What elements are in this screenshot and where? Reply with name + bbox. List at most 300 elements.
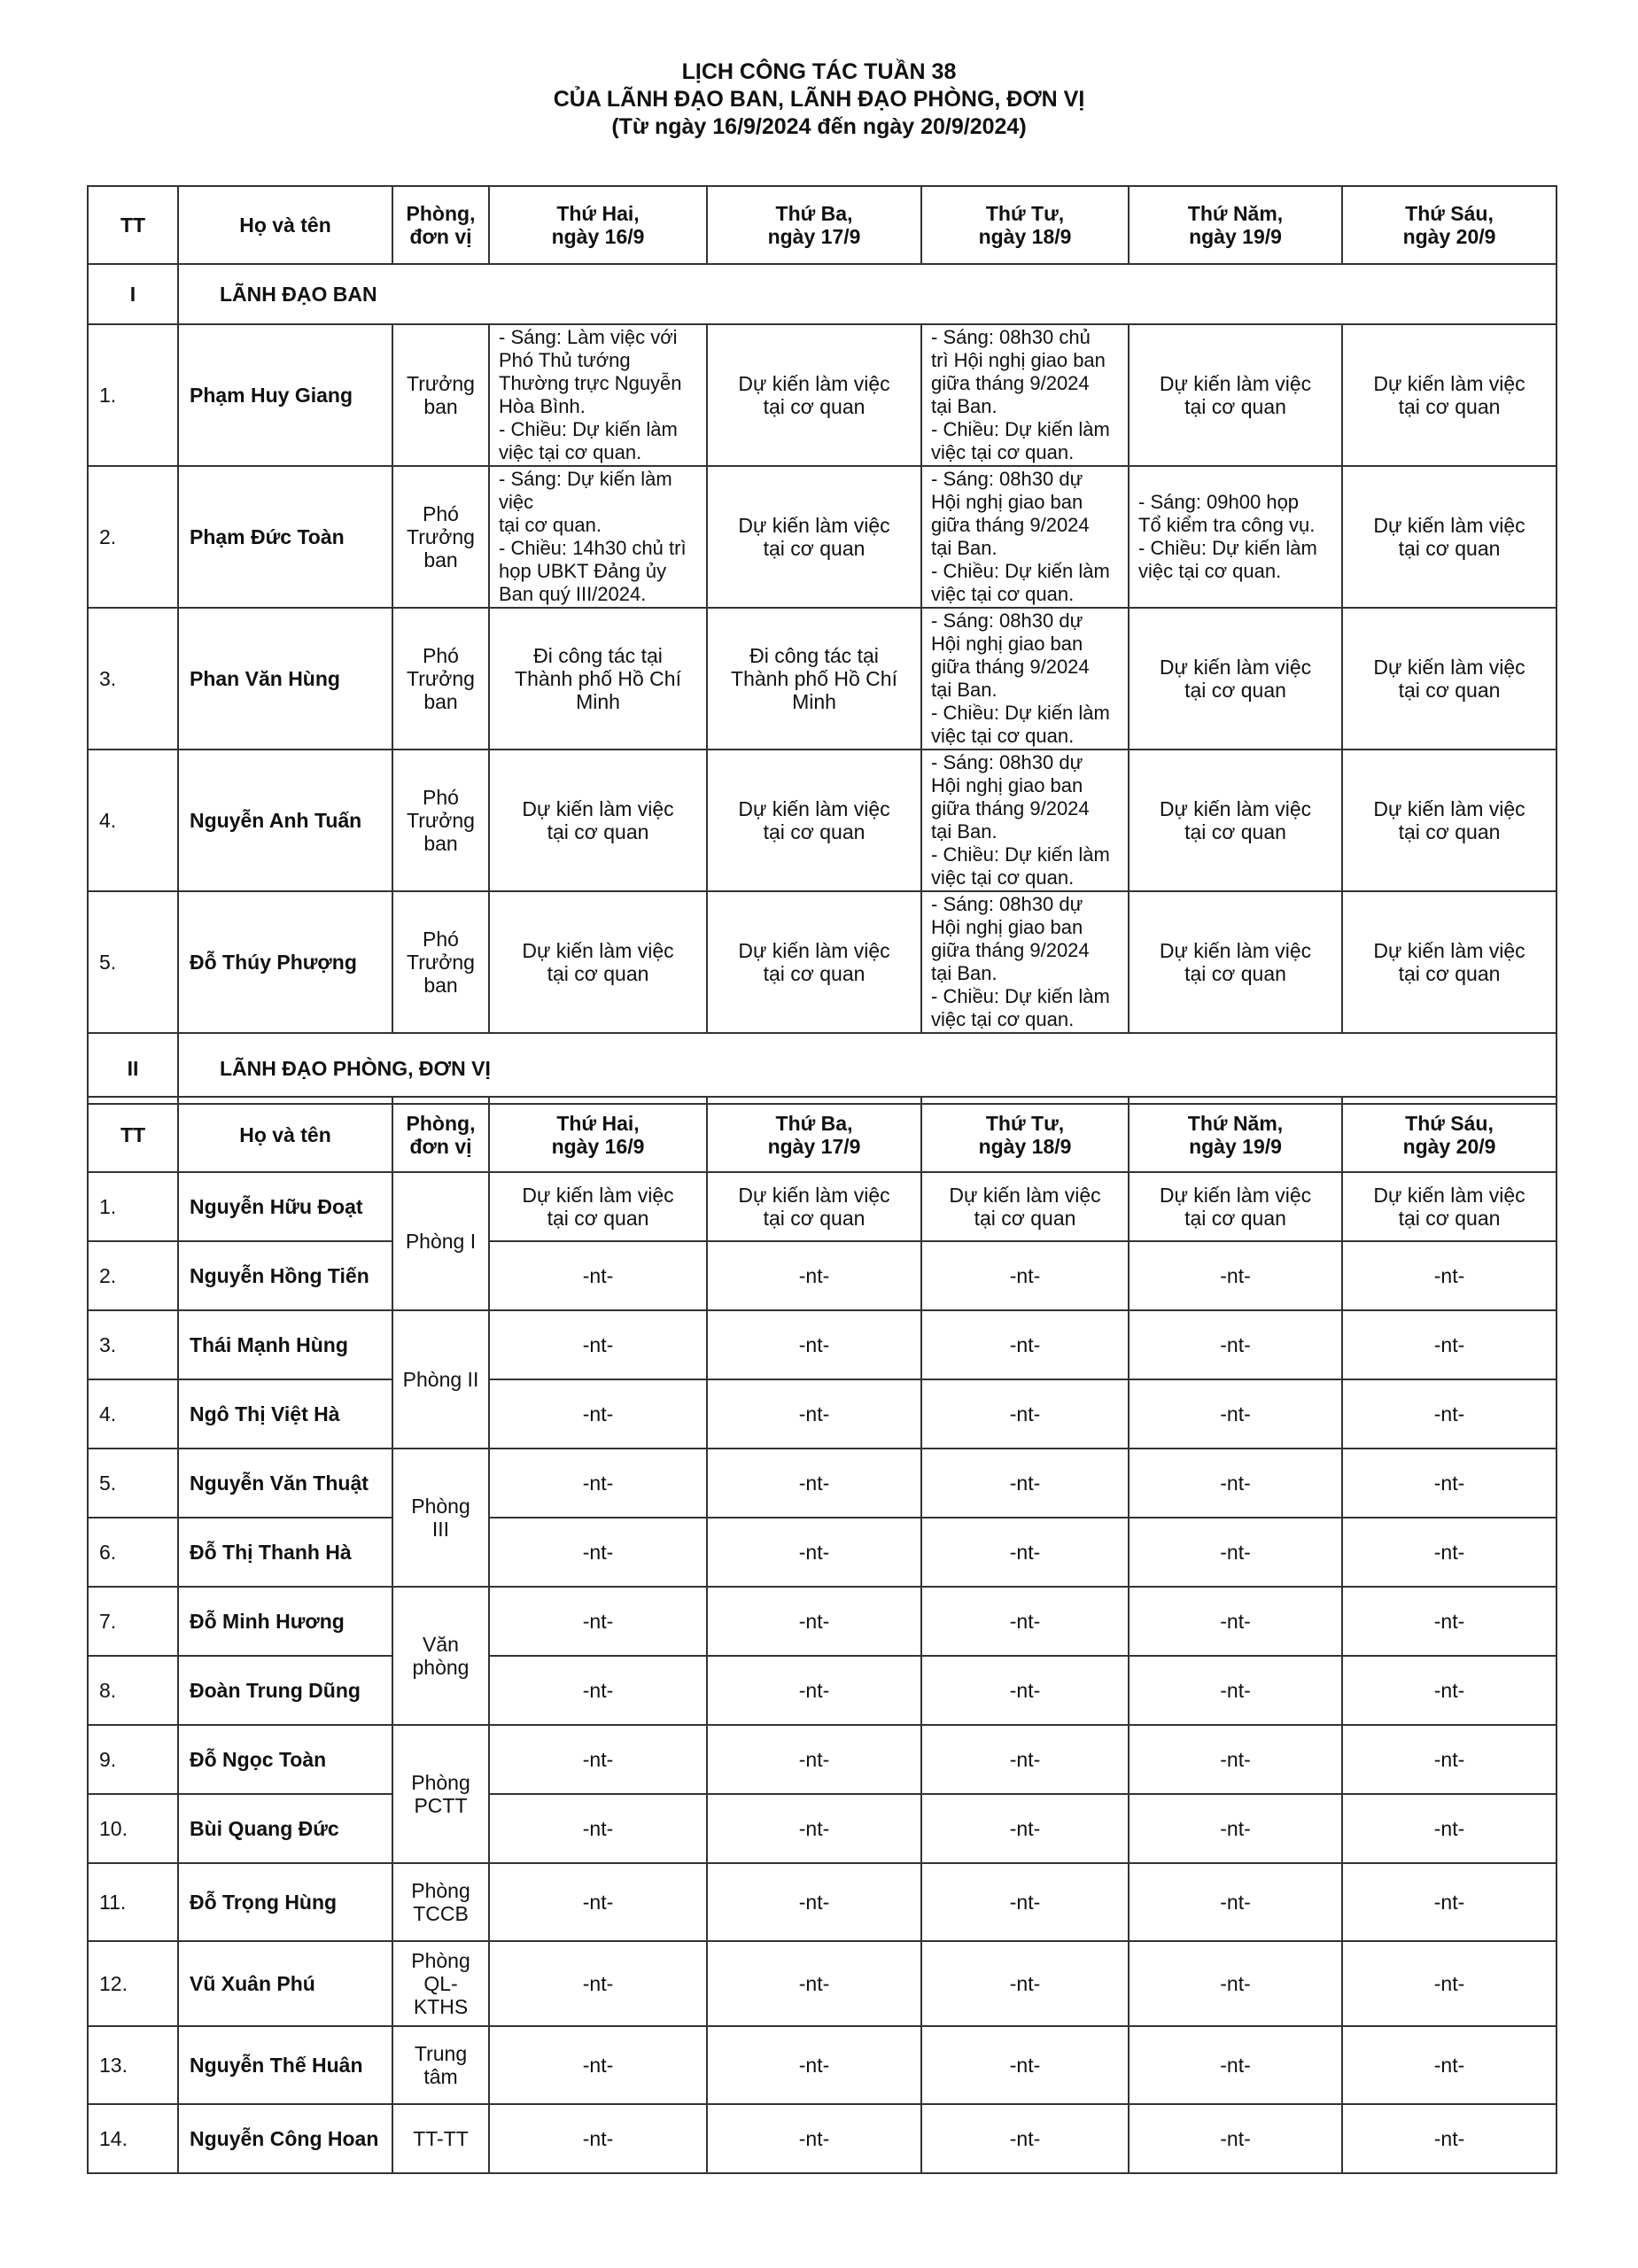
schedule-cell: -nt- — [1342, 1518, 1556, 1587]
cell-line: Tổ kiểm tra công vụ. — [1138, 514, 1316, 536]
unit-cell — [392, 324, 489, 466]
cell-line: Thành phố Hồ Chí — [731, 667, 897, 690]
cell-line: Phó — [423, 502, 459, 525]
cell-line: Dự kiến làm việc — [1159, 1184, 1312, 1207]
staff-row — [88, 2104, 1556, 2173]
cell-line: TCCB — [413, 1902, 469, 1925]
cell-line: tại cơ quan — [1184, 962, 1286, 985]
staff-row — [88, 1379, 1556, 1449]
schedule-cell: -nt- — [707, 1794, 921, 1863]
staff-row — [88, 1941, 1556, 2026]
title-line-1: LỊCH CÔNG TÁC TUẦN 38 — [681, 59, 957, 84]
leader-row — [88, 891, 1556, 1033]
schedule-cell: -nt- — [489, 1310, 707, 1379]
unit-cell — [392, 891, 489, 1033]
cell-line: Phòng — [411, 1949, 470, 1972]
cell-line: việc tại cơ quan. — [931, 583, 1075, 605]
schedule-cell: -nt- — [1129, 1310, 1342, 1379]
person-name: Thái Mạnh Hùng — [178, 1310, 392, 1379]
schedule-cell: -nt- — [921, 1310, 1129, 1379]
schedule-cell: -nt- — [1129, 2026, 1342, 2104]
schedule-cell-wed — [921, 608, 1129, 750]
cell-line: việc tại cơ quan. — [1138, 560, 1282, 582]
header-day-name: Thứ Năm, — [1187, 202, 1284, 225]
cell-line: tại cơ quan — [1398, 537, 1501, 560]
header-day-name: Thứ Hai, — [556, 1111, 640, 1135]
cell-line: - Chiều: Dự kiến làm — [931, 985, 1110, 1007]
cell-line: việc — [499, 491, 534, 513]
cell-line: tại cơ quan. — [499, 514, 602, 536]
schedule-cell: -nt- — [707, 1518, 921, 1587]
schedule-cell-thu — [1129, 466, 1342, 608]
schedule-cell: -nt- — [1342, 2104, 1556, 2173]
schedule-cell-mon — [489, 750, 707, 891]
schedule-cell-wed — [921, 891, 1129, 1033]
schedule-cell: -nt- — [707, 1379, 921, 1449]
cell-line: tại cơ quan — [1184, 679, 1286, 702]
document-title — [0, 58, 1638, 141]
cell-line: - Sáng: 08h30 dự — [931, 610, 1083, 632]
row-number: 3. — [88, 1310, 178, 1379]
schedule-cell-mon — [489, 466, 707, 608]
schedule-cell: -nt- — [1342, 2026, 1556, 2104]
header-day — [1342, 1097, 1556, 1172]
schedule-cell-tue — [707, 891, 921, 1033]
schedule-cell: -nt- — [1129, 1449, 1342, 1518]
cell-line: tại cơ quan — [974, 1207, 1076, 1230]
unit-cell — [392, 1941, 489, 2026]
schedule-cell: -nt- — [489, 1449, 707, 1518]
unit-cell — [392, 1449, 489, 1587]
schedule-cell: -nt- — [1342, 1863, 1556, 1941]
cell-line: PCTT — [414, 1794, 468, 1817]
schedule-cell: -nt- — [1342, 1449, 1556, 1518]
cell-line: trì Hội nghị giao ban — [931, 349, 1106, 371]
schedule-cell-thu — [1129, 750, 1342, 891]
header-unit-line: Phòng, — [406, 202, 476, 225]
person-name: Đoàn Trung Dũng — [178, 1656, 392, 1725]
schedule-cell: -nt- — [1342, 1379, 1556, 1449]
schedule-cell: -nt- — [921, 1794, 1129, 1863]
row-number: 2. — [88, 1241, 178, 1310]
cell-line: tại cơ quan — [1398, 820, 1501, 843]
cell-line: Dự kiến làm việc — [1373, 372, 1525, 395]
cell-line: tại Ban. — [931, 679, 998, 701]
header-unit — [392, 1097, 489, 1172]
staff-row — [88, 1172, 1556, 1241]
header-day-name: Thứ Ba, — [775, 202, 853, 225]
staff-row — [88, 1310, 1556, 1379]
schedule-cell: -nt- — [1129, 1941, 1342, 2026]
cell-line: tại cơ quan — [547, 820, 649, 843]
schedule-cell: -nt- — [921, 1656, 1129, 1725]
cell-line: Trưởng — [407, 372, 475, 395]
row-number: 6. — [88, 1518, 178, 1587]
schedule-cell: -nt- — [489, 1379, 707, 1449]
cell-line: Ban quý III/2024. — [499, 583, 647, 605]
cell-line: Dự kiến làm việc — [1159, 372, 1312, 395]
cell-line: Trưởng — [407, 667, 475, 690]
cell-line: việc tại cơ quan. — [931, 866, 1075, 889]
header-tt: TT — [88, 186, 178, 264]
person-name: Đỗ Ngọc Toàn — [178, 1725, 392, 1794]
title-line-2: CỦA LÃNH ĐẠO BAN, LÃNH ĐẠO PHÒNG, ĐƠN VỊ — [553, 87, 1085, 112]
schedule-cell: -nt- — [707, 1310, 921, 1379]
person-name: Nguyễn Hồng Tiến — [178, 1241, 392, 1310]
cell-line: tâm — [423, 2065, 458, 2088]
header-day-name: Thứ Tư, — [985, 202, 1065, 225]
leaders-schedule-table — [87, 185, 1557, 1105]
cell-line: - Sáng: 08h30 dự — [931, 751, 1083, 773]
leader-row — [88, 608, 1556, 750]
schedule-cell-thu — [1129, 324, 1342, 466]
cell-line: ban — [423, 395, 458, 418]
header-day-date: ngày 16/9 — [551, 1134, 645, 1158]
cell-line: ban — [423, 690, 458, 713]
schedule-cell: -nt- — [921, 2104, 1129, 2173]
row-number: 14. — [88, 2104, 178, 2173]
cell-line: Trưởng — [407, 951, 475, 974]
schedule-cell — [1342, 1172, 1556, 1241]
cell-line: việc tại cơ quan. — [931, 1008, 1075, 1030]
schedule-cell: -nt- — [707, 2026, 921, 2104]
row-number: 3. — [88, 608, 178, 750]
cell-line: tại Ban. — [931, 962, 998, 984]
person-name: Nguyễn Công Hoan — [178, 2104, 392, 2173]
schedule-cell: -nt- — [489, 2104, 707, 2173]
schedule-cell-mon — [489, 891, 707, 1033]
cell-line: Trung — [414, 2042, 468, 2065]
cell-line: - Chiều: Dự kiến làm — [1138, 537, 1317, 559]
person-name: Phạm Huy Giang — [178, 324, 392, 466]
person-name: Đỗ Thúy Phượng — [178, 891, 392, 1033]
schedule-cell: -nt- — [707, 1656, 921, 1725]
cell-line: phòng — [412, 1656, 470, 1679]
schedule-cell: -nt- — [1129, 1518, 1342, 1587]
cell-line: ban — [423, 548, 458, 571]
cell-line: Dự kiến làm việc — [1159, 797, 1312, 820]
row-number: 1. — [88, 324, 178, 466]
header-row-1 — [88, 186, 1556, 264]
schedule-cell-fri — [1342, 324, 1556, 466]
header-day-date: ngày 16/9 — [551, 225, 645, 248]
person-name: Phan Văn Hùng — [178, 608, 392, 750]
header-name: Họ và tên — [178, 186, 392, 264]
header-day-name: Thứ Hai, — [556, 202, 640, 225]
schedule-cell — [489, 1172, 707, 1241]
schedule-cell-fri — [1342, 891, 1556, 1033]
cell-line: - Sáng: 08h30 chủ — [931, 326, 1091, 348]
cell-line: giữa tháng 9/2024 — [931, 514, 1090, 536]
person-name: Bùi Quang Đức — [178, 1794, 392, 1863]
schedule-cell: -nt- — [707, 2104, 921, 2173]
person-name: Đỗ Minh Hương — [178, 1587, 392, 1656]
schedule-cell: -nt- — [489, 1794, 707, 1863]
cell-line: Dự kiến làm việc — [738, 939, 890, 962]
cell-line: việc tại cơ quan. — [931, 725, 1075, 747]
cell-line: Hòa Bình. — [499, 395, 586, 417]
cell-line: Minh — [792, 690, 836, 713]
cell-line: tại cơ quan — [763, 1207, 866, 1230]
schedule-cell: -nt- — [1129, 1241, 1342, 1310]
cell-line: việc tại cơ quan. — [499, 441, 642, 463]
header-day — [489, 186, 707, 264]
cell-line: Phó — [423, 928, 459, 951]
cell-line: Dự kiến làm việc — [738, 1184, 890, 1207]
cell-line: Văn — [423, 1633, 459, 1656]
schedule-cell: -nt- — [489, 1656, 707, 1725]
cell-line: Hội nghị giao ban — [931, 774, 1083, 796]
person-name: Nguyễn Thế Huân — [178, 2026, 392, 2104]
cell-line: tại cơ quan — [547, 1207, 649, 1230]
schedule-cell-tue — [707, 466, 921, 608]
person-name: Nguyễn Hữu Đoạt — [178, 1172, 392, 1241]
header-day-name: Thứ Năm, — [1187, 1111, 1284, 1135]
person-name: Nguyễn Anh Tuấn — [178, 750, 392, 891]
cell-line: tại Ban. — [931, 537, 998, 559]
cell-line: tại cơ quan — [1398, 1207, 1501, 1230]
section-row — [88, 1033, 1556, 1104]
header-day-name: Thứ Sáu, — [1405, 1111, 1494, 1135]
cell-line: - Chiều: Dự kiến làm — [931, 843, 1110, 866]
cell-line: Dự kiến làm việc — [738, 797, 890, 820]
cell-line: giữa tháng 9/2024 — [931, 372, 1090, 394]
section-title: LÃNH ĐẠO BAN — [178, 264, 1556, 324]
header-day — [1129, 1097, 1342, 1172]
cell-line: - Sáng: 08h30 dự — [931, 893, 1083, 915]
cell-line: Hội nghị giao ban — [931, 633, 1083, 655]
cell-line: ban — [423, 832, 458, 855]
row-number: 8. — [88, 1656, 178, 1725]
schedule-cell: -nt- — [921, 1941, 1129, 2026]
schedule-cell: -nt- — [921, 1725, 1129, 1794]
staff-schedule-table — [87, 1096, 1557, 2174]
person-name: Đỗ Trọng Hùng — [178, 1863, 392, 1941]
unit-cell — [392, 1587, 489, 1725]
cell-line: Dự kiến làm việc — [1159, 656, 1312, 679]
cell-line: Trưởng — [407, 809, 475, 832]
header-unit-line: đơn vị — [409, 225, 472, 248]
section-title: LÃNH ĐẠO PHÒNG, ĐƠN VỊ — [178, 1033, 1556, 1104]
row-number: 1. — [88, 1172, 178, 1241]
cell-line: Minh — [576, 690, 620, 713]
unit-cell — [392, 1725, 489, 1863]
cell-line: Đi công tác tại — [749, 644, 879, 667]
staff-row — [88, 1656, 1556, 1725]
section-number: I — [88, 264, 178, 324]
staff-row — [88, 1794, 1556, 1863]
cell-line: Phòng I — [405, 1230, 477, 1253]
schedule-cell: -nt- — [1129, 1794, 1342, 1863]
staff-row — [88, 1241, 1556, 1310]
schedule-cell-wed — [921, 750, 1129, 891]
unit-cell — [392, 2104, 489, 2173]
cell-line: tại cơ quan — [547, 962, 649, 985]
unit-cell — [392, 1310, 489, 1449]
header-day-name: Thứ Tư, — [985, 1111, 1065, 1135]
cell-line: QL- — [423, 1972, 458, 1995]
schedule-cell: -nt- — [1342, 1941, 1556, 2026]
schedule-cell — [1129, 1172, 1342, 1241]
cell-line: Phó — [423, 786, 459, 809]
schedule-cell: -nt- — [921, 1379, 1129, 1449]
header-day — [921, 186, 1129, 264]
staff-row — [88, 2026, 1556, 2104]
header-tt: TT — [88, 1097, 178, 1172]
unit-cell — [392, 608, 489, 750]
cell-line: tại Ban. — [931, 395, 998, 417]
schedule-cell: -nt- — [707, 1241, 921, 1310]
cell-line: - Sáng: Dự kiến làm — [499, 468, 672, 490]
header-day-date: ngày 20/9 — [1402, 1134, 1496, 1158]
cell-line: - Sáng: 09h00 họp — [1138, 491, 1300, 513]
cell-line: tại cơ quan — [763, 820, 866, 843]
cell-line: Dự kiến làm việc — [1159, 939, 1312, 962]
leader-row — [88, 466, 1556, 608]
cell-line: ban — [423, 974, 458, 997]
schedule-cell: -nt- — [1129, 1656, 1342, 1725]
cell-line: Phó — [423, 644, 459, 667]
header-day — [1342, 186, 1556, 264]
header-name: Họ và tên — [178, 1097, 392, 1172]
cell-line: Dự kiến làm việc — [1373, 514, 1525, 537]
row-number: 5. — [88, 1449, 178, 1518]
schedule-cell: -nt- — [1342, 1794, 1556, 1863]
header-day-name: Thứ Sáu, — [1405, 202, 1494, 225]
schedule-cell-wed — [921, 466, 1129, 608]
person-name: Nguyễn Văn Thuật — [178, 1449, 392, 1518]
row-number: 5. — [88, 891, 178, 1033]
cell-line: Phòng II — [402, 1368, 479, 1391]
cell-line: việc tại cơ quan. — [931, 441, 1075, 463]
cell-line: - Chiều: 14h30 chủ trì — [499, 537, 687, 559]
staff-row — [88, 1518, 1556, 1587]
schedule-cell: -nt- — [1129, 2104, 1342, 2173]
person-name: Phạm Đức Toàn — [178, 466, 392, 608]
person-name: Ngô Thị Việt Hà — [178, 1379, 392, 1449]
schedule-cell: -nt- — [707, 1863, 921, 1941]
header-day-date: ngày 19/9 — [1189, 225, 1282, 248]
header-day-date: ngày 19/9 — [1189, 1134, 1282, 1158]
header-day-date: ngày 18/9 — [978, 225, 1072, 248]
header-day — [489, 1097, 707, 1172]
cell-line: Phòng — [411, 1771, 470, 1794]
unit-cell — [392, 2026, 489, 2104]
schedule-cell: -nt- — [489, 1941, 707, 2026]
unit-cell — [392, 750, 489, 891]
header-row-2 — [88, 1097, 1556, 1172]
cell-line: Phòng III — [411, 1495, 470, 1541]
cell-line: tại cơ quan — [763, 395, 866, 418]
cell-line: Phó Thủ tướng — [499, 349, 631, 371]
schedule-cell: -nt- — [1129, 1725, 1342, 1794]
schedule-cell: -nt- — [1342, 1241, 1556, 1310]
schedule-cell-fri — [1342, 750, 1556, 891]
row-number: 13. — [88, 2026, 178, 2104]
cell-line: Dự kiến làm việc — [522, 797, 674, 820]
cell-line: họp UBKT Đảng ủy — [499, 560, 667, 582]
cell-line: tại Ban. — [931, 820, 998, 843]
cell-line: Dự kiến làm việc — [1373, 1184, 1525, 1207]
cell-line: giữa tháng 9/2024 — [931, 656, 1090, 678]
leader-row — [88, 750, 1556, 891]
leader-row — [88, 324, 1556, 466]
schedule-cell: -nt- — [489, 1725, 707, 1794]
schedule-cell: -nt- — [489, 1587, 707, 1656]
cell-line: - Chiều: Dự kiến làm — [931, 702, 1110, 724]
schedule-cell: -nt- — [489, 1863, 707, 1941]
cell-line: giữa tháng 9/2024 — [931, 797, 1090, 819]
schedule-cell: -nt- — [1342, 1587, 1556, 1656]
cell-line: Phòng — [411, 1879, 470, 1902]
row-number: 10. — [88, 1794, 178, 1863]
cell-line: Dự kiến làm việc — [522, 939, 674, 962]
schedule-cell: -nt- — [1129, 1379, 1342, 1449]
schedule-cell: -nt- — [707, 1725, 921, 1794]
person-name: Đỗ Thị Thanh Hà — [178, 1518, 392, 1587]
schedule-cell: -nt- — [1129, 1587, 1342, 1656]
cell-line: Dự kiến làm việc — [1373, 656, 1525, 679]
row-number: 12. — [88, 1941, 178, 2026]
staff-row — [88, 1725, 1556, 1794]
header-unit-line: Phòng, — [406, 1111, 476, 1135]
cell-line: tại cơ quan — [1184, 1207, 1286, 1230]
header-day — [707, 186, 921, 264]
staff-row — [88, 1863, 1556, 1941]
cell-line: Dự kiến làm việc — [738, 372, 890, 395]
staff-row — [88, 1449, 1556, 1518]
schedule-cell: -nt- — [489, 2026, 707, 2104]
schedule-cell: -nt- — [921, 2026, 1129, 2104]
cell-line: tại cơ quan — [1398, 395, 1501, 418]
header-day — [921, 1097, 1129, 1172]
schedule-cell — [921, 1172, 1129, 1241]
cell-line: Dự kiến làm việc — [522, 1184, 674, 1207]
cell-line: - Chiều: Dự kiến làm — [931, 560, 1110, 582]
cell-line: Dự kiến làm việc — [1373, 797, 1525, 820]
header-day — [1129, 186, 1342, 264]
schedule-cell: -nt- — [921, 1518, 1129, 1587]
header-day-date: ngày 17/9 — [767, 1134, 861, 1158]
schedule-cell: -nt- — [921, 1863, 1129, 1941]
schedule-cell — [707, 1172, 921, 1241]
header-day-name: Thứ Ba, — [775, 1111, 853, 1135]
cell-line: tại cơ quan — [763, 962, 866, 985]
schedule-cell-wed — [921, 324, 1129, 466]
cell-line: KTHS — [413, 1995, 469, 2018]
schedule-cell-thu — [1129, 608, 1342, 750]
unit-cell — [392, 466, 489, 608]
schedule-cell-mon — [489, 608, 707, 750]
header-day-date: ngày 20/9 — [1402, 225, 1496, 248]
schedule-cell: -nt- — [1342, 1656, 1556, 1725]
schedule-cell: -nt- — [707, 1941, 921, 2026]
schedule-cell: -nt- — [489, 1518, 707, 1587]
cell-line: tại cơ quan — [763, 537, 866, 560]
cell-line: Thường trực Nguyễn — [499, 372, 682, 394]
schedule-cell-tue — [707, 750, 921, 891]
header-day-date: ngày 18/9 — [978, 1134, 1072, 1158]
unit-cell — [392, 1863, 489, 1941]
cell-line: - Chiều: Dự kiến làm — [499, 418, 678, 440]
schedule-cell-mon — [489, 324, 707, 466]
schedule-cell: -nt- — [921, 1587, 1129, 1656]
cell-line: Dự kiến làm việc — [949, 1184, 1101, 1207]
schedule-cell-thu — [1129, 891, 1342, 1033]
schedule-cell-fri — [1342, 466, 1556, 608]
cell-line: Trưởng — [407, 525, 475, 548]
cell-line: tại cơ quan — [1184, 395, 1286, 418]
